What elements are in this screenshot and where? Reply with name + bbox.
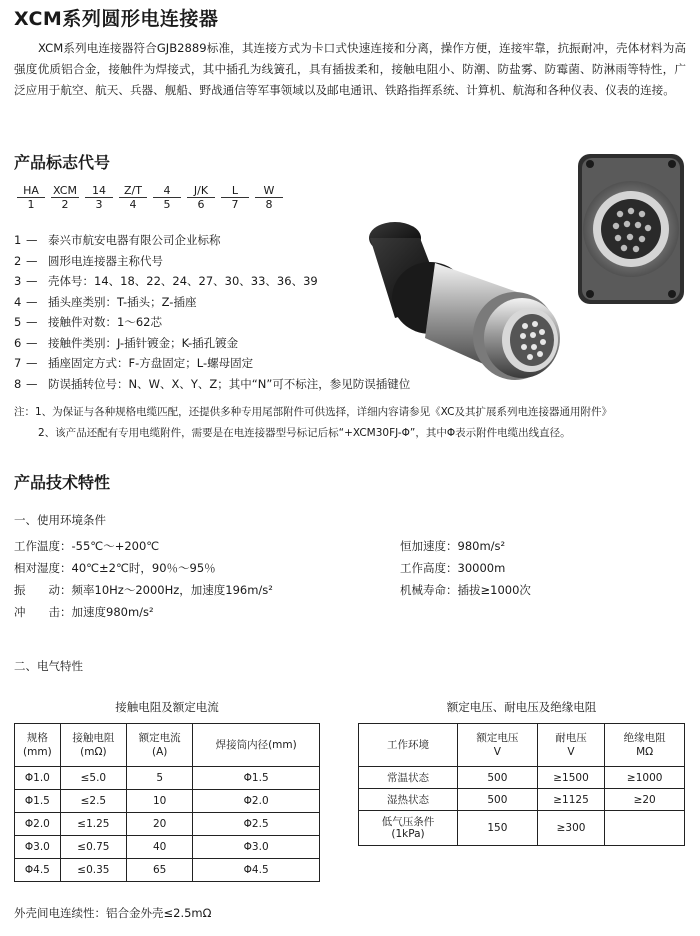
header-line: 工作环境: [387, 739, 430, 751]
header-line: V: [567, 746, 575, 758]
env-heading: 一、使用环境条件: [14, 513, 106, 527]
code-value: XCM: [51, 184, 79, 198]
item-number: 4: [14, 294, 22, 309]
item-dash: —: [26, 233, 38, 247]
table-cell: ≤0.35: [60, 859, 126, 882]
tech-heading: 产品技术特性: [14, 473, 111, 492]
code-value: 4: [153, 184, 181, 198]
code-index: 1: [27, 198, 35, 211]
operating-temperature: 工作温度：-55℃～+200℃: [14, 539, 160, 553]
table-cell: ≥1000: [605, 767, 685, 789]
header-line: V: [493, 746, 501, 758]
table-cell: ≥20: [605, 789, 685, 811]
header-line: 接触电阻: [72, 732, 115, 744]
code-index: 3: [95, 198, 103, 211]
cell-line: 低气压条件: [381, 816, 435, 828]
item-text: 接触件对数：1～62芯: [48, 315, 162, 329]
table-cell: [605, 811, 685, 846]
column-header: [458, 724, 538, 767]
code-cell: [14, 184, 48, 211]
code-index: 5: [163, 198, 171, 211]
table-cell: ≥1500: [537, 767, 605, 789]
table-cell: ≥300: [537, 811, 605, 846]
item-number: 6: [14, 335, 22, 350]
table-cell: 150: [458, 811, 538, 846]
table-cell: 65: [127, 859, 193, 882]
table-cell: Φ2.5: [193, 813, 320, 836]
table-cell: [359, 789, 458, 811]
item-text: 壳体号：14、18、22、24、27、30、33、36、39: [48, 274, 318, 288]
table-cell: ≤5.0: [60, 767, 126, 790]
code-cell: [218, 184, 252, 211]
env-conditions-right: [400, 535, 531, 601]
item-dash: —: [26, 315, 38, 329]
column-header: [537, 724, 605, 767]
code-index: 8: [265, 198, 273, 211]
item-text: 接触件类别：J-插针镀金；K-插孔镀金: [48, 335, 239, 350]
table-row: [359, 789, 685, 811]
table-cell: ≤1.25: [60, 813, 126, 836]
item-text: 插头座类别：T-插头；Z-插座: [48, 294, 197, 309]
table-row: [359, 767, 685, 789]
table2-caption: 额定电压、耐电压及绝缘电阻: [446, 700, 597, 714]
column-header: [15, 724, 61, 767]
table-row: [359, 811, 685, 846]
code-index: 6: [197, 198, 205, 211]
table-cell: Φ4.5: [15, 859, 61, 882]
code-value: J/K: [187, 184, 215, 198]
table-row: [15, 836, 320, 859]
voltage-insulation-table: [358, 723, 685, 846]
code-cell: [252, 184, 286, 211]
constant-acceleration: 恒加速度：980m/s²: [400, 539, 506, 553]
item-text: 泰兴市航安电器有限公司企业标称: [48, 233, 221, 247]
table-cell: Φ1.0: [15, 767, 61, 790]
item-number: 7: [14, 356, 22, 370]
item-dash: —: [26, 356, 38, 370]
item-dash: —: [26, 253, 38, 268]
code-value: W: [255, 184, 283, 198]
code-index: 4: [129, 198, 137, 211]
column-header: [359, 724, 458, 767]
env-conditions-left: [14, 535, 273, 623]
note-2: 2、该产品还配有专用电缆附件，需要是在电连接器型号标记后标“+XCM30FJ-Φ”，其中Φ表示附件电缆出线直径。: [38, 427, 571, 439]
table-cell: Φ4.5: [193, 859, 320, 882]
item-text: 圆形电连接器主称代号: [48, 253, 163, 268]
table-cell: Φ1.5: [193, 767, 320, 790]
table-cell: Φ3.0: [193, 836, 320, 859]
note-1: 注：1、为保证与各种规格电缆匹配，还提供多种专用尾部附件可供选择，详细内容请参见《XC及其扩展系列电连接器通用附件》: [14, 406, 612, 418]
item-number: 8: [14, 376, 22, 391]
elec-heading: 二、电气特性: [14, 659, 83, 673]
code-cell: [184, 184, 218, 211]
table-cell: Φ2.0: [193, 790, 320, 813]
header-line: MΩ: [636, 746, 654, 758]
item-number: 5: [14, 315, 22, 329]
cell-line: (1kPa): [391, 828, 425, 840]
notes: [14, 402, 612, 444]
table-cell: ≤0.75: [60, 836, 126, 859]
item-text: 防误插转位号：N、W、X、Y、Z；其中“N”可不标注，参见防误插键位: [48, 376, 411, 391]
item-dash: —: [26, 274, 38, 288]
code-cell: [82, 184, 116, 211]
column-header: [60, 724, 126, 767]
table-cell: 5: [127, 767, 193, 790]
table-cell: ≤2.5: [60, 790, 126, 813]
shell-continuity: 外壳间电连续性：铝合金外壳≤2.5mΩ: [14, 906, 212, 920]
item-text: 插座固定方式：F-方盘固定；L-螺母固定: [48, 356, 254, 370]
designation-heading: 产品标志代号: [14, 153, 111, 172]
header-line: (mΩ): [80, 746, 107, 758]
vibration: 振 动：频率10Hz～2000Hz，加速度196m/s²: [14, 583, 273, 597]
code-value: HA: [17, 184, 45, 198]
shock: 冲 击：加速度980m/s²: [14, 605, 154, 619]
table-cell: Φ3.0: [15, 836, 61, 859]
table-row: [15, 767, 320, 790]
table-cell: 40: [127, 836, 193, 859]
header-line: (A): [151, 746, 168, 758]
column-header: [193, 724, 320, 767]
column-header: [127, 724, 193, 767]
table-row: [15, 859, 320, 882]
code-cell: [116, 184, 150, 211]
code-value: Z/T: [119, 184, 147, 198]
working-altitude: 工作高度：30000m: [400, 561, 506, 575]
table-cell: 500: [458, 767, 538, 789]
item-number: 1: [14, 233, 22, 247]
table-cell: [359, 767, 458, 789]
column-header: [605, 724, 685, 767]
item-number: 3: [14, 274, 22, 288]
mechanical-life: 机械寿命：插拔≥1000次: [400, 583, 531, 597]
code-index: 7: [231, 198, 239, 211]
table-cell: 500: [458, 789, 538, 811]
table-cell: Φ1.5: [15, 790, 61, 813]
page-title: XCM系列圆形电连接器: [14, 8, 219, 30]
item-dash: —: [26, 294, 38, 309]
code-value: L: [221, 184, 249, 198]
cell-line: 湿热状态: [387, 794, 430, 806]
receptacle-connector-photo: [572, 146, 690, 312]
table-row: [15, 813, 320, 836]
header-line: 绝缘电阻: [623, 732, 666, 744]
item-dash: —: [26, 335, 38, 350]
header-line: (mm): [23, 746, 52, 758]
header-line: 耐电压: [555, 732, 587, 744]
contact-resistance-table: [14, 723, 320, 882]
item-number: 2: [14, 253, 22, 268]
code-cell: [150, 184, 184, 211]
item-dash: —: [26, 376, 38, 391]
table-row: [15, 790, 320, 813]
header-line: 额定电流: [138, 732, 181, 744]
table-cell: Φ2.0: [15, 813, 61, 836]
header-line: 焊接筒内径(mm): [215, 739, 297, 751]
table-cell: [359, 811, 458, 846]
table-cell: 10: [127, 790, 193, 813]
code-cell: [48, 184, 82, 211]
table-cell: 20: [127, 813, 193, 836]
table-cell: ≥1125: [537, 789, 605, 811]
code-value: 14: [85, 184, 113, 198]
table1-caption: 接触电阻及额定电流: [115, 700, 219, 714]
code-index: 2: [61, 198, 69, 211]
intro-paragraph: XCM系列电连接器符合GJB2889标准，其连接方式为卡口式快速连接和分离，操作方便，连接牢靠，抗振耐冲，壳体材料为高强度优质铝合金，接触件为焊接式，其中插孔为线簧孔，具有插拔柔和，接触电阻小、防潮、防盐雾、防霉菌、防淋雨等特性，广泛应用于航空、航天、兵器、舰船、野战通信等军事领域以及邮电通讯、铁路指挥系统、计算机、航海和各种仪表、仪表的连接。: [14, 41, 686, 97]
plug-connector-photo: [340, 208, 570, 408]
cell-line: 常温状态: [387, 772, 430, 784]
header-line: 额定电压: [476, 732, 519, 744]
relative-humidity: 相对湿度：40℃±2℃时，90％～95％: [14, 561, 216, 575]
header-line: 规格: [26, 732, 48, 744]
designation-code-row: [14, 184, 286, 211]
